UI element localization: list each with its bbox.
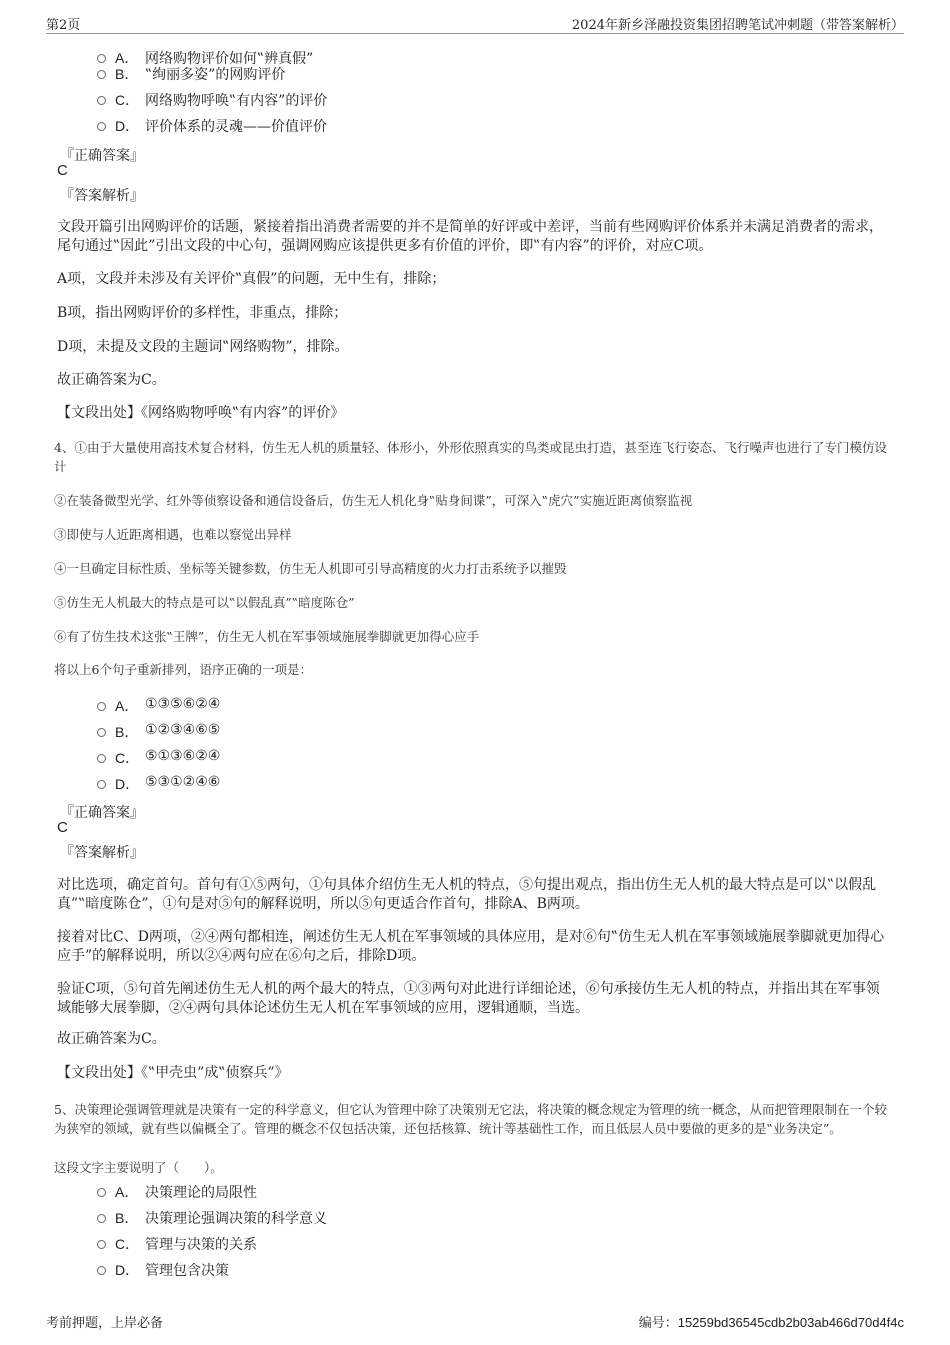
q4-stem-sentence: 4、①由于大量使用高技术复合材料，仿生无人机的质量轻、体形小，外形依照真实的鸟类或昆虫打造，甚至连飞行姿态、飞行噪声也进行了专门模仿设计: [54, 440, 887, 474]
document-code: 编号：15259bd36545cdb2b03ab466d70d4f4c: [638, 1315, 904, 1331]
q4-stem-sentence: ⑤仿生无人机最大的特点是可以‟以假乱真”‟暗度陈仓”: [54, 595, 355, 610]
q3-analysis-paragraph: A项，文段并未涉及有关评价‟真假”的问题，无中生有，排除；: [57, 271, 446, 287]
q4-answer: C: [57, 819, 68, 836]
radio-button[interactable]: [97, 1188, 106, 1197]
radio-button[interactable]: [97, 754, 106, 763]
q3-answer: C: [57, 162, 68, 179]
radio-button[interactable]: [97, 1266, 106, 1275]
footer-slogan: 考前押题，上岸必备: [46, 1316, 164, 1331]
q3-analysis-paragraph: 故正确答案为C。: [57, 372, 166, 388]
page-header: [46, 14, 904, 34]
page-number: 第2页: [46, 18, 81, 33]
radio-button[interactable]: [97, 1214, 106, 1223]
q4-analysis-paragraph: 对比选项，确定首句。首句有①⑤两句，①句具体介绍仿生无人机的特点，⑤句提出观点，指出仿生无人机的最大特点是可以‟以假乱真”‟暗度陈仓”，①句是对⑤句的解释说明，所以⑤句更适合作首句，排除A、B两项。: [57, 877, 877, 912]
q4-analysis-paragraph: 故正确答案为C。: [57, 1031, 166, 1047]
q4-stem-sentence: ②在装备微型光学、红外等侦察设备和通信设备后，仿生无人机化身‟贴身间谍”，可深入‟虎穴”实施近距离侦察监视: [54, 493, 693, 508]
q3-source: 【文段出处】《网络购物呼唤‟有内容”的评价》: [57, 405, 345, 421]
q3-analysis-label: 『答案解析』: [60, 188, 144, 204]
q5-stem: 5、决策理论强调管理就是决策有一定的科学意义，但它认为管理中除了决策别无它法，将决策的概念规定为管理的统一概念，从而把管理限制在一个较为狭窄的领域，就有些以偏概全了。管理的概念不仅包括决策，还包括核算、统计等基础性工作，而且低层人员中要做的更多的是‟业务决定”。: [54, 1102, 887, 1136]
radio-button[interactable]: [97, 96, 106, 105]
radio-button[interactable]: [97, 728, 106, 737]
q4-analysis-label: 『答案解析』: [60, 845, 144, 861]
q4-stem-sentence: ③即使与人近距离相遇，也难以察觉出异样: [54, 527, 292, 542]
q4-answer-label: 『正确答案』: [60, 805, 144, 821]
radio-button[interactable]: [97, 1240, 106, 1249]
q4-stem-sentence: ④一旦确定目标性质、坐标等关键参数，仿生无人机即可引导高精度的火力打击系统予以摧毁: [54, 561, 567, 576]
radio-button[interactable]: [97, 702, 106, 711]
radio-button[interactable]: [97, 780, 106, 789]
radio-button[interactable]: [97, 54, 106, 63]
q3-analysis-paragraph: D项，未提及文段的主题词‟网络购物”，排除。: [57, 339, 349, 355]
q3-analysis-paragraph: B项，指出网购评价的多样性，非重点，排除；: [57, 305, 348, 321]
radio-button[interactable]: [97, 70, 106, 79]
q4-source: 【文段出处】《‟甲壳虫”成‟侦察兵”》: [57, 1065, 289, 1081]
q4-stem-sentence: ⑥有了仿生技术这张‟王牌”，仿生无人机在军事领域施展拳脚就更加得心应手: [54, 629, 480, 644]
radio-button[interactable]: [97, 122, 106, 131]
q4-analysis-paragraph: 接着对比C、D两项，②④两句都相连，阐述仿生无人机在军事领域的具体应用，是对⑥句‟仿生无人机在军事领域施展拳脚就更加得心应手”的解释说明，所以②④两句应在⑥句之后，排除D项。: [57, 929, 885, 964]
q5-prompt: 这段文字主要说明了（ ）。: [54, 1160, 223, 1175]
q3-analysis-paragraph: 文段开篇引出网购评价的话题，紧接着指出消费者需要的并不是简单的好评或中差评，当前有些网购评价体系并未满足消费者的需求，尾句通过‟因此”引出文段的中心句，强调网购应该提供更多有价值的评价，即‟有内容”的评价，对应C项。: [57, 219, 883, 254]
q4-analysis-paragraph: 验证C项，⑤句首先阐述仿生无人机的两个最大的特点，①③两句对此进行详细论述，⑥句承接仿生无人机的特点，并指出其在军事领域能够大展拳脚，②④两句具体论述仿生无人机在军事领域的应用，逻辑通顺，当选。: [57, 981, 880, 1016]
q4-prompt: 将以上6个句子重新排列，语序正确的一项是：: [54, 662, 312, 677]
document-title: 2024年新乡泽融投资集团招聘笔试冲刺题（带答案解析）: [571, 18, 904, 33]
q3-answer-label: 『正确答案』: [60, 148, 144, 164]
